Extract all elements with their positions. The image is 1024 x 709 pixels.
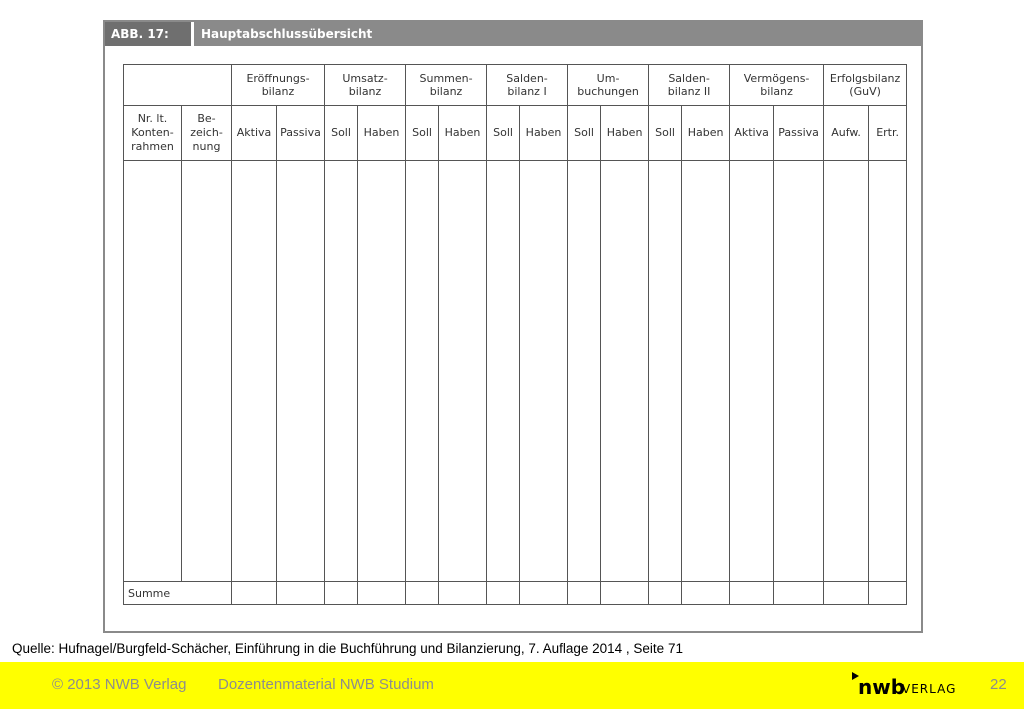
material-text: Dozentenmaterial NWB Studium [218, 676, 434, 693]
sub-header: Soll [406, 106, 439, 161]
group-header: Salden- bilanz II [649, 65, 730, 106]
sum-cell [520, 582, 568, 605]
figure-header-divider [191, 22, 194, 46]
table-body-row [124, 161, 907, 582]
sum-cell [774, 582, 824, 605]
sum-cell [277, 582, 325, 605]
figure-title: Hauptabschlussübersicht [201, 27, 373, 41]
hauptabschluss-table [123, 64, 907, 605]
table-cell [325, 161, 358, 582]
sum-label: Summe [124, 582, 232, 605]
page-number: 22 [990, 676, 1007, 693]
sub-header: Haben [520, 106, 568, 161]
table-cell [774, 161, 824, 582]
sub-header: Aufw. [824, 106, 869, 161]
group-header: Salden- bilanz I [487, 65, 568, 106]
logo-nwb: nwb [858, 675, 906, 699]
col-header-nr: Nr. lt. Konten- rahmen [124, 106, 182, 161]
figure [103, 20, 923, 633]
table-cell [406, 161, 439, 582]
empty-header-cell [124, 65, 232, 106]
sub-header: Soll [325, 106, 358, 161]
table-cell [358, 161, 406, 582]
sum-cell [682, 582, 730, 605]
sum-cell [869, 582, 907, 605]
footer-bar [0, 662, 1024, 709]
sub-header: Soll [487, 106, 520, 161]
sum-cell [232, 582, 277, 605]
sum-cell [439, 582, 487, 605]
sum-row [124, 582, 907, 605]
table-cell [869, 161, 907, 582]
sum-cell [487, 582, 520, 605]
group-header: Summen- bilanz [406, 65, 487, 106]
sum-cell [730, 582, 774, 605]
table-cell [649, 161, 682, 582]
source-citation: Quelle: Hufnagel/Burgfeld-Schächer, Einführung in die Buchführung und Bilanzierung, 7. Auflage 2014 , Seite 71 [12, 641, 683, 656]
sub-header: Haben [601, 106, 649, 161]
table-cell [232, 161, 277, 582]
copyright-text: © 2013 NWB Verlag [52, 676, 187, 693]
sub-header: Passiva [774, 106, 824, 161]
sub-header: Haben [439, 106, 487, 161]
sum-cell [325, 582, 358, 605]
table-cell [730, 161, 774, 582]
sum-cell [824, 582, 869, 605]
sum-cell [649, 582, 682, 605]
table-cell [439, 161, 487, 582]
table-cell [568, 161, 601, 582]
table-cell [520, 161, 568, 582]
table-cell [487, 161, 520, 582]
sub-header: Soll [649, 106, 682, 161]
sub-header: Soll [568, 106, 601, 161]
figure-header [105, 22, 921, 46]
sum-cell [568, 582, 601, 605]
sum-cell [601, 582, 649, 605]
sub-header: Haben [358, 106, 406, 161]
sub-header-row [124, 106, 907, 161]
sum-cell [358, 582, 406, 605]
group-header: Um- buchungen [568, 65, 649, 106]
table-cell [601, 161, 649, 582]
table-cell [824, 161, 869, 582]
logo-verlag: VERLAG [902, 682, 957, 696]
sub-header: Aktiva [730, 106, 774, 161]
group-header-row [124, 65, 907, 106]
group-header: Erfolgsbilanz (GuV) [824, 65, 907, 106]
figure-label: ABB. 17: [105, 22, 191, 46]
table-cell [124, 161, 182, 582]
group-header: Vermögens- bilanz [730, 65, 824, 106]
sub-header: Haben [682, 106, 730, 161]
table-cell [182, 161, 232, 582]
group-header: Umsatz- bilanz [325, 65, 406, 106]
table-cell [682, 161, 730, 582]
group-header: Eröffnungs- bilanz [232, 65, 325, 106]
sum-cell [406, 582, 439, 605]
table-cell [277, 161, 325, 582]
sub-header: Passiva [277, 106, 325, 161]
col-header-bezeichnung: Be- zeich- nung [182, 106, 232, 161]
sub-header: Aktiva [232, 106, 277, 161]
sub-header: Ertr. [869, 106, 907, 161]
